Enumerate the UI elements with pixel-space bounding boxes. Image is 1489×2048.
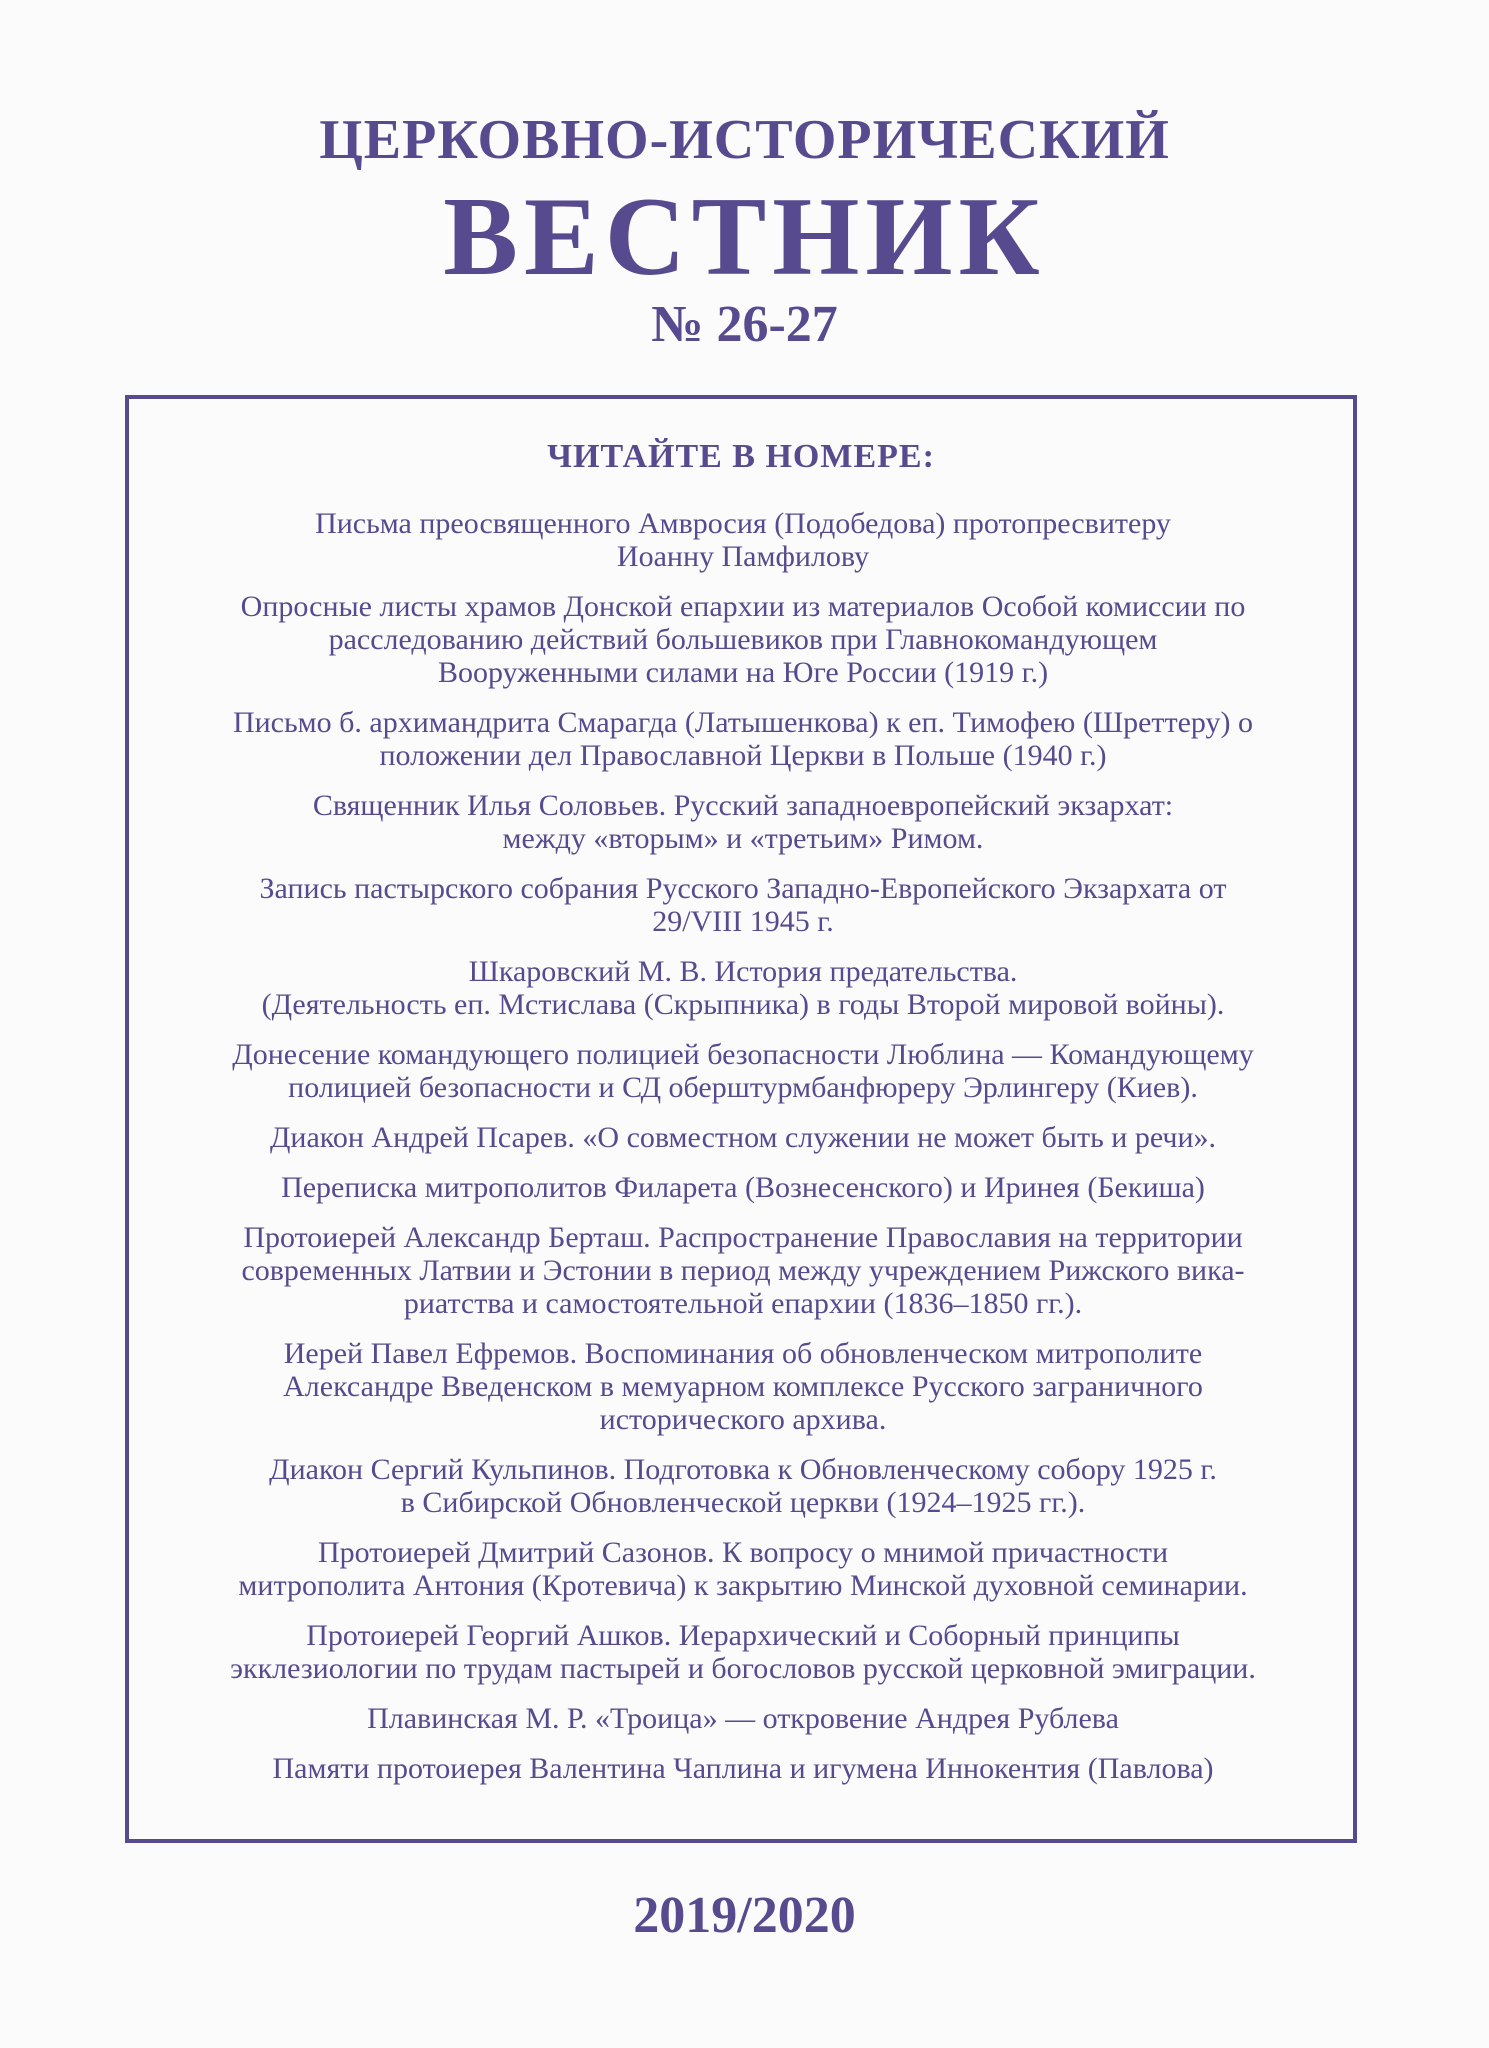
issue-number: № 26-27: [651, 296, 838, 353]
contents-entry: [159, 955, 1327, 1021]
contents-entry-line: Шкаровский М. В. История предательства.: [468, 955, 1018, 988]
contents-list: [159, 507, 1327, 1802]
journal-supertitle: ЦЕРКОВНО-ИСТОРИЧЕСКИЙ: [319, 109, 1170, 171]
contents-entry-line: риатства и самостоятельной епархии (1836–1850 гг.).: [403, 1287, 1083, 1320]
contents-entry: [159, 590, 1327, 689]
contents-entry-line: Вооруженными силами на Юге России (1919 г.): [437, 656, 1049, 689]
contents-entry-line: Памяти протоиерея Валентина Чаплина и игумена Иннокентия (Павлова): [272, 1752, 1214, 1785]
contents-entry-line: в Сибирской Обновленческой церкви (1924–1925 гг.).: [400, 1486, 1086, 1519]
contents-entry-line: Переписка митрополитов Филарета (Вознесенского) и Иринея (Бекиша): [281, 1171, 1205, 1204]
contents-entry-line: Плавинская М. Р. «Троица» — откровение Андрея Рублева: [367, 1702, 1119, 1735]
contents-entry-line: Письма преосвященного Амвросия (Подобедова) протопресвитеру: [315, 507, 1171, 540]
contents-entry-line: Опросные листы храмов Донской епархии из материалов Особой комиссии по: [240, 590, 1246, 623]
contents-entry-line: Диакон Андрей Псарев. «О совместном служении не может быть и речи».: [269, 1121, 1217, 1154]
contents-entry: [159, 1121, 1327, 1154]
contents-entry-line: Донесение командующего полицией безопасности Люблина — Командующему: [232, 1038, 1254, 1071]
contents-entry: [159, 706, 1327, 772]
contents-entry: [159, 1221, 1327, 1320]
contents-entry-line: экклезиологии по трудам пастырей и богословов русской церковной эмиграции.: [230, 1652, 1256, 1685]
contents-entry-line: Иоанну Памфилову: [616, 540, 870, 573]
contents-entry-line: Протоиерей Дмитрий Сазонов. К вопросу о мнимой причастности: [317, 1536, 1169, 1569]
contents-entry-line: положении дел Православной Церкви в Польше (1940 г.): [379, 739, 1107, 772]
contents-entry-line: современных Латвии и Эстонии в период между учреждением Рижского вика-: [241, 1254, 1245, 1287]
contents-entry-line: полицией безопасности и СД оберштурмбанфюреру Эрлингеру (Киев).: [288, 1071, 1198, 1104]
contents-entry: [159, 1453, 1327, 1519]
contents-entry-line: (Деятельность еп. Мстислава (Скрыпника) в годы Второй мировой войны).: [261, 988, 1225, 1021]
contents-entry: [159, 872, 1327, 938]
contents-entry-line: Диакон Сергий Кульпинов. Подготовка к Обновленческому собору 1925 г.: [269, 1453, 1217, 1486]
contents-entry: [159, 507, 1327, 573]
contents-heading: ЧИТАЙТЕ В НОМЕРЕ:: [547, 438, 935, 475]
contents-entry-line: исторического архива.: [599, 1403, 887, 1436]
contents-entry-line: 29/VIII 1945 г.: [652, 905, 834, 938]
contents-entry-line: митрополита Антония (Кротевича) к закрытию Минской духовной семинарии.: [238, 1569, 1248, 1602]
publication-year: 2019/2020: [633, 1887, 856, 1944]
contents-frame: [125, 395, 1357, 1843]
contents-entry: [159, 1171, 1327, 1204]
contents-entry: [159, 1752, 1327, 1785]
contents-entry-line: Священник Илья Соловьев. Русский западноевропейский экзархат:: [312, 789, 1174, 822]
contents-entry: [159, 789, 1327, 855]
journal-title: ВЕСТНИК: [443, 175, 1046, 299]
contents-entry: [159, 1337, 1327, 1436]
contents-entry: [159, 1038, 1327, 1104]
contents-entry: [159, 1619, 1327, 1685]
contents-entry: [159, 1536, 1327, 1602]
contents-entry-line: расследованию действий большевиков при Главнокомандующем: [328, 623, 1158, 656]
contents-entry-line: Иерей Павел Ефремов. Воспоминания об обновленческом митрополите: [283, 1337, 1203, 1370]
contents-entry-line: Запись пастырского собрания Русского Западно-Европейского Экзархата от: [259, 872, 1227, 905]
contents-entry-line: Письмо б. архимандрита Смарагда (Латышенкова) к еп. Тимофею (Шреттеру) о: [232, 706, 1254, 739]
contents-entry-line: между «вторым» и «третьим» Римом.: [502, 822, 984, 855]
contents-entry-line: Александре Введенском в мемуарном комплексе Русского заграничного: [283, 1370, 1203, 1403]
contents-entry-line: Протоиерей Георгий Ашков. Иерархический и Соборный принципы: [306, 1619, 1180, 1652]
contents-entry-line: Протоиерей Александр Берташ. Распространение Православия на территории: [243, 1221, 1243, 1254]
contents-entry: [159, 1702, 1327, 1735]
